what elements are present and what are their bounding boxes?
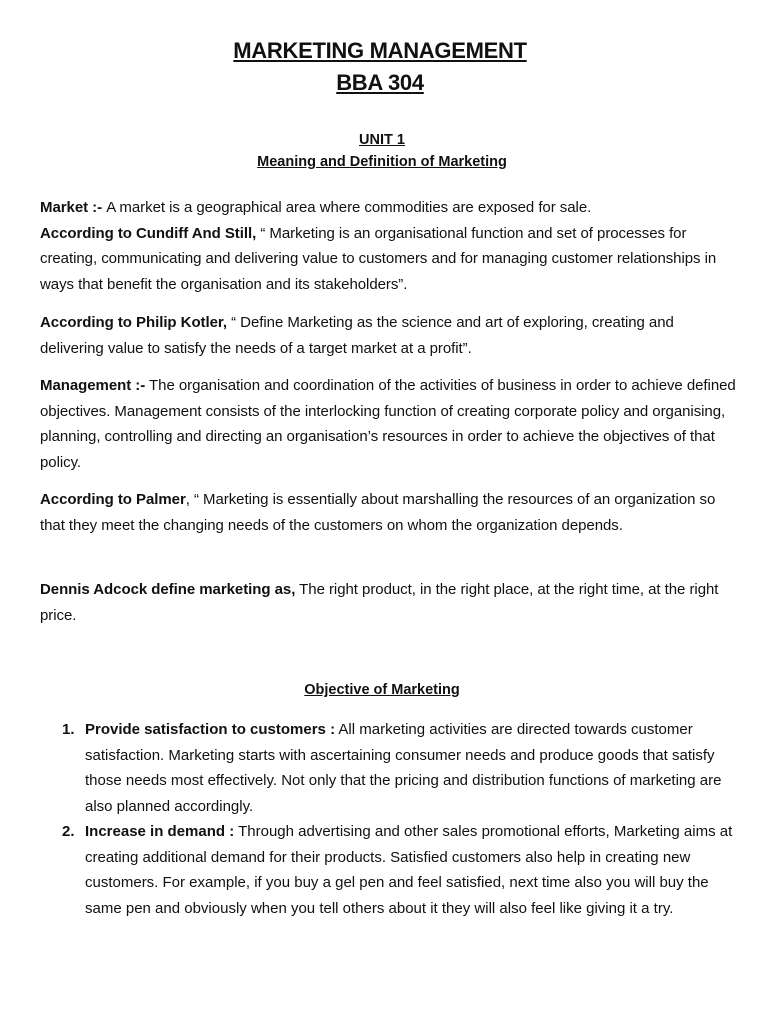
document-title: MARKETING MANAGEMENT bbox=[233, 38, 527, 63]
definition-palmer: , “ Marketing is essentially about marshalling the resources of an organization so that they meet the changing needs of the customers on whom the organization depends. bbox=[40, 491, 716, 534]
definition-block-market-cundiff bbox=[40, 195, 740, 297]
list-item-term: Provide satisfaction to customers : bbox=[85, 721, 336, 738]
list-item-text: Through advertising and other sales promotional efforts, Marketing aims at creating additional demand for their products. Satisfied customers also help in creating new customers. For example, if you buy a gel pen and feel satisfied, next time also you will buy the same pen and obviously when you tell others about it they will also feel like giving it a try. bbox=[85, 823, 733, 917]
term-cundiff-still: According to Cundiff And Still, bbox=[40, 224, 257, 242]
term-adcock: Dennis Adcock define marketing as, bbox=[40, 581, 296, 598]
section-heading: Meaning and Definition of Marketing bbox=[257, 154, 507, 170]
definition-cundiff-still: “ Marketing is an organisational function and set of processes for creating, communicating and delivering value to customers and for managing customer relationships in ways that benefit the organisation and its stakeholders”. bbox=[40, 224, 717, 293]
term-market: Market :- bbox=[40, 199, 107, 216]
definition-kotler: “ Define Marketing as the science and art of exploring, creating and delivering value to satisfy the needs of a target market at a profit”. bbox=[40, 314, 674, 357]
definition-block-palmer bbox=[40, 487, 740, 538]
list-item-text: All marketing activities are directed towards customer satisfaction. Marketing starts with ascertaining consumer needs and produce goods that satisfy those needs most effectively. Not only that the pricing and distribution functions of marketing are also planned accordingly. bbox=[85, 721, 722, 815]
definition-management: The organisation and coordination of the activities of business in order to achieve defined objectives. Management consists of the interlocking function of creating corporate policy and organising, planning, controlling and directing an organisation’s resources in order to achieve the objectives of that policy. bbox=[40, 377, 736, 471]
list-item bbox=[40, 717, 740, 819]
definition-block-management bbox=[40, 373, 740, 475]
objectives-list bbox=[40, 717, 740, 921]
list-item-number: 1. bbox=[62, 721, 75, 738]
list-item-number: 2. bbox=[62, 823, 75, 840]
objectives-heading: Objective of Marketing bbox=[304, 682, 460, 698]
term-management: Management :- bbox=[40, 377, 146, 394]
definition-block-kotler bbox=[40, 310, 740, 361]
term-palmer: According to Palmer bbox=[40, 491, 186, 508]
list-item-term: Increase in demand : bbox=[85, 823, 235, 840]
definition-block-adcock bbox=[40, 577, 740, 628]
definition-market: A market is a geographical area where commodities are exposed for sale. bbox=[106, 199, 592, 216]
unit-heading: UNIT 1 bbox=[359, 132, 405, 148]
list-item bbox=[40, 819, 740, 921]
course-code: BBA 304 bbox=[336, 70, 424, 95]
definition-adcock: The right product, in the right place, at the right time, at the right price. bbox=[40, 581, 719, 624]
term-kotler: According to Philip Kotler, bbox=[40, 314, 227, 331]
